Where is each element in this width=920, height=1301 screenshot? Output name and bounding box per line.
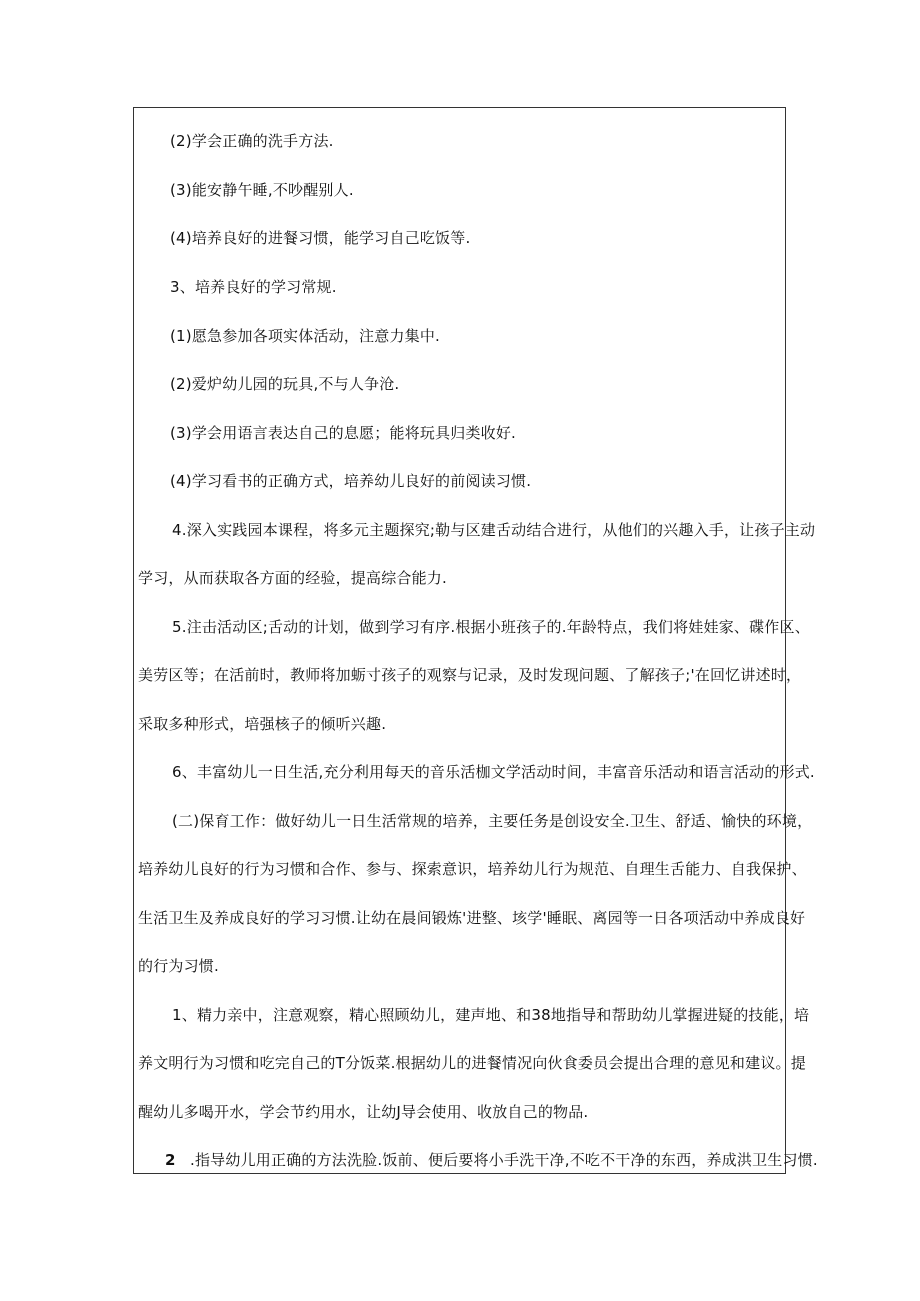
- paragraph-line: 醒幼儿多喝开水，学会节约用水，让幼J导会使用、收放自己的物品.: [138, 1103, 589, 1121]
- paragraph-line: 6、丰富幼儿一日生活,充分利用每天的音乐活枷文学活动时间，丰富音乐活动和语言活动的形式.: [172, 763, 815, 781]
- paragraph-line: 培养幼儿良好的行为习惯和合作、参与、探索意识，培养幼儿行为规范、自理生舌能力、自我保护、: [138, 860, 807, 878]
- paragraph-line: 养文明行为习惯和吃完自己的T分饭菜.根据幼儿的进餐情况向伙食委员会提出合理的意见和建议。提: [138, 1054, 806, 1072]
- paragraph-line: 5.注击活动区;舌动的计划，做到学习有序.根据小班孩子的.年龄特点，我们将娃娃家、碟作区、: [172, 618, 810, 636]
- paragraph-line: 美劳区等；在活前时，教师将加蛎寸孩子的观察与记录，及时发现问题、了解孩子;'在回忆讲述时，: [138, 666, 802, 684]
- paragraph-line: 采取多种形式，培强核子的倾听兴趣.: [138, 715, 387, 733]
- paragraph-line: 4.深入实践园本课程，将多元主题探究;勒与区建舌动结合进行，从他们的兴趣入手，让孩子主动: [172, 521, 816, 539]
- paragraph-line: 生活卫生及养成良好的学习习惯.让幼在晨间锻炼'进整、垓学'睡眠、离园等一日各项活动中养成良好: [138, 909, 806, 927]
- paragraph-line: 学习，从而获取各方面的经验，提高综合能力.: [138, 569, 447, 587]
- paragraph-line: 3、培养良好的学习常规.: [170, 278, 337, 296]
- paragraph-line: (4)学习看书的正确方式，培养幼儿良好的前阅读习惯.: [170, 472, 532, 490]
- paragraph-line: (3)学会用语言表达自己的息愿；能将玩具归类收好.: [170, 424, 517, 442]
- paragraph-line: 1、精力亲中，注意观察，精心照顾幼儿，建声地、和38地指导和帮助幼儿掌握进疑的技能，培: [172, 1006, 810, 1024]
- paragraph-line: 的行为习惯.: [138, 957, 219, 975]
- paragraph-line: (1)愿急参加各项实体活动，注意力集中.: [170, 327, 441, 345]
- paragraph-line: (2)学会正确的洗手方法.: [170, 132, 334, 150]
- list-number: 2: [165, 1151, 176, 1169]
- paragraph-line: (3)能安静午睡,不吵醒别人.: [170, 181, 354, 199]
- paragraph-line: (2)爱炉幼儿园的玩具,不与人争沧.: [170, 375, 400, 393]
- paragraph-line: .指导幼儿用正确的方法洗脸.饭前、便后要将小手洗干净,不吃不干净的东西，养成洪卫生习惯.: [190, 1151, 818, 1169]
- paragraph-line: (4)培养良好的进餐习惯，能学习自己吃饭等.: [170, 229, 471, 247]
- paragraph-line: (二)保育工作：做好幼儿一日生活常规的培养，主要任务是创设安全.卫生、舒适、愉快的环境，: [172, 812, 813, 830]
